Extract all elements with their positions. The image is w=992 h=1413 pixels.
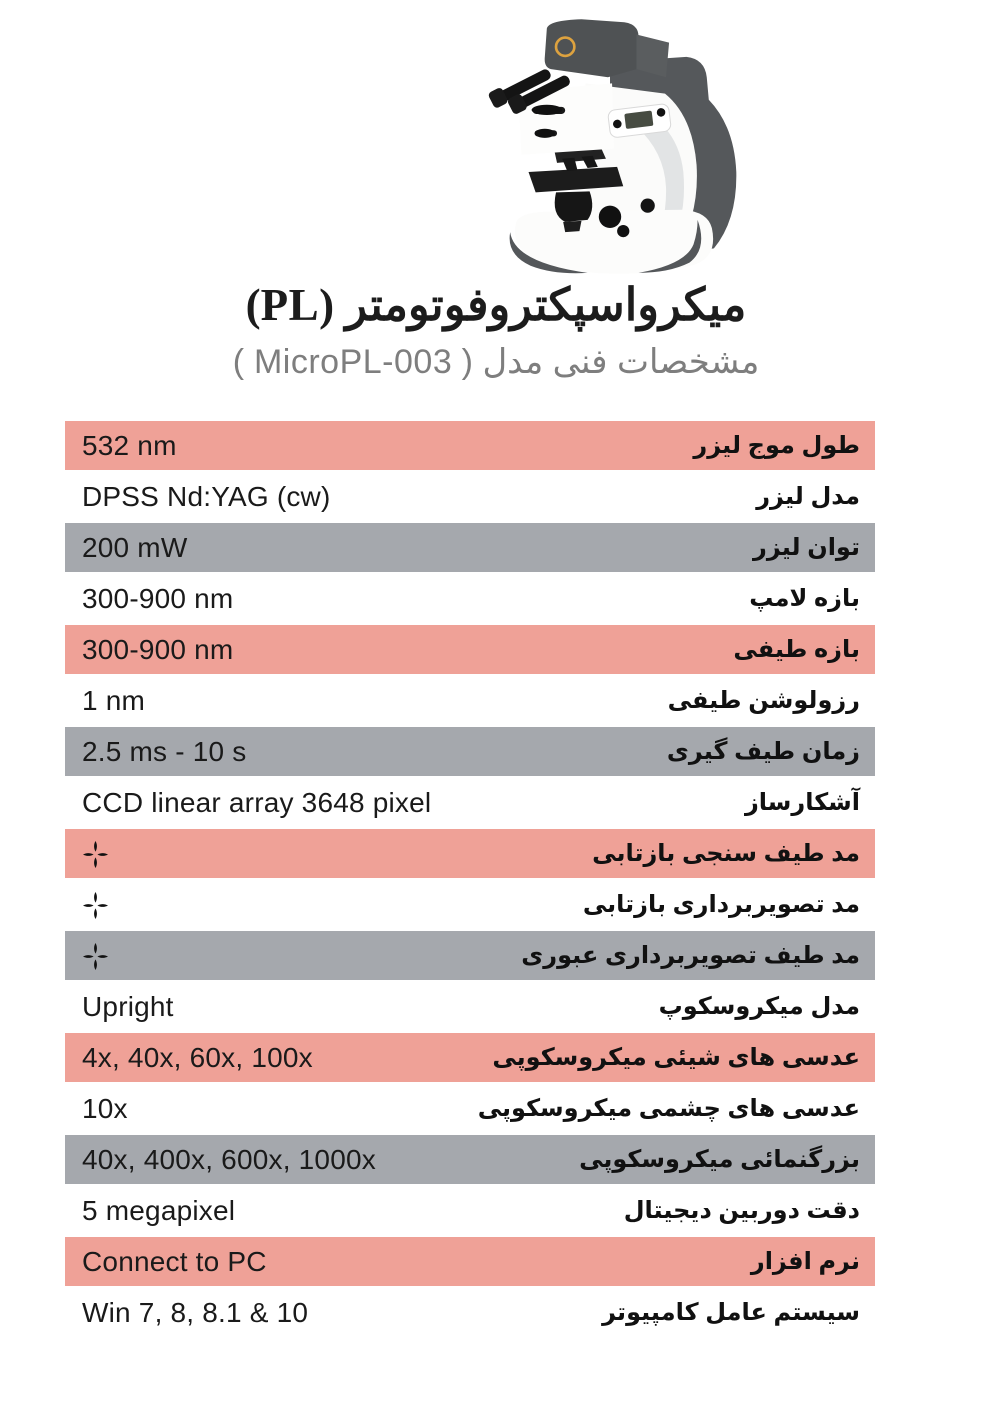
four-petal-asterisk-icon (82, 891, 109, 920)
row-value: CCD linear array 3648 pixel (82, 786, 432, 818)
row-label: توان لیزر (753, 534, 860, 561)
row-value-cell (65, 787, 431, 819)
row-value-cell (65, 991, 174, 1023)
table-row (65, 523, 875, 572)
row-label: رزولوشن طیفی (667, 687, 860, 714)
row-label: آشکارساز (744, 789, 860, 816)
row-label: نرم افزار (750, 1248, 860, 1275)
row-value-cell (65, 1246, 267, 1278)
row-value-cell (65, 1297, 308, 1329)
row-value-cell (65, 838, 109, 869)
row-label: سیستم عامل کامپیوتر (602, 1299, 860, 1326)
row-value: 300-900 nm (82, 633, 234, 665)
row-label: دقت دوربین دیجیتال (623, 1197, 860, 1224)
row-label: بزرگنمائی میکروسکوپی (579, 1146, 860, 1173)
table-row (65, 1084, 875, 1133)
row-value: Upright (82, 990, 174, 1022)
table-row (65, 574, 875, 623)
row-label: مد طیف سنجی بازتابی (592, 840, 860, 867)
row-label: بازه طیفی (733, 636, 860, 663)
row-label: زمان طیف گیری (666, 738, 860, 765)
row-value: 2.5 ms - 10 s (82, 735, 247, 767)
row-value: Win 7, 8, 8.1 & 10 (82, 1296, 309, 1328)
table-row (65, 472, 875, 521)
table-row (65, 625, 875, 674)
table-row (65, 880, 875, 929)
row-label: طول موج لیزر (693, 432, 860, 459)
four-petal-asterisk-icon (82, 840, 109, 869)
row-value-cell (65, 430, 177, 462)
table-row (65, 982, 875, 1031)
spec-table (65, 421, 875, 1339)
table-row (65, 676, 875, 725)
row-value: 532 nm (82, 429, 177, 461)
row-label: مد تصویربرداری بازتابی (582, 891, 860, 918)
row-value-cell (65, 1144, 376, 1176)
row-value-cell (65, 1195, 235, 1227)
row-value-cell (65, 481, 331, 513)
row-value: 5 megapixel (82, 1194, 236, 1226)
row-value: 4x, 40x, 60x, 100x (82, 1041, 313, 1073)
row-value-cell (65, 634, 233, 666)
row-value: 40x, 400x, 600x, 1000x (82, 1143, 376, 1175)
row-value-cell (65, 940, 109, 971)
table-row (65, 1237, 875, 1286)
row-value-cell (65, 532, 187, 564)
row-value: 300-900 nm (82, 582, 234, 614)
table-row (65, 727, 875, 776)
row-value-cell (65, 685, 145, 717)
row-value-cell (65, 736, 246, 768)
table-row (65, 1033, 875, 1082)
table-row (65, 421, 875, 470)
row-label: بازه لامپ (749, 585, 860, 612)
row-label: مدل لیزر (756, 483, 860, 510)
page-subtitle: مشخصات فنی مدل ( MicroPL-003 ) (232, 343, 760, 381)
microscope-image (450, 6, 770, 281)
row-label: عدسی های شیئی میکروسکوپی (492, 1044, 860, 1071)
row-value-cell (65, 1093, 128, 1125)
row-label: عدسی های چشمی میکروسکوپی (477, 1095, 860, 1122)
row-label: مد طیف تصویربرداری عبوری (521, 942, 860, 969)
table-row (65, 1135, 875, 1184)
row-value-cell (65, 889, 109, 920)
table-row (65, 1186, 875, 1235)
table-row (65, 931, 875, 980)
row-value: 1 nm (82, 684, 146, 716)
table-row (65, 1288, 875, 1337)
table-row (65, 829, 875, 878)
row-value: DPSS Nd:YAG (cw) (82, 480, 331, 512)
row-value-cell (65, 1042, 313, 1074)
table-row (65, 778, 875, 827)
row-value: Connect to PC (82, 1245, 267, 1277)
row-label: مدل میکروسکوپ (658, 993, 860, 1020)
four-petal-asterisk-icon (82, 942, 109, 971)
row-value: 10x (82, 1092, 128, 1124)
row-value: 200 mW (82, 531, 188, 563)
row-value-cell (65, 583, 233, 615)
page-title: میکرواسپکتروفوتومتر (PL) (245, 280, 747, 330)
